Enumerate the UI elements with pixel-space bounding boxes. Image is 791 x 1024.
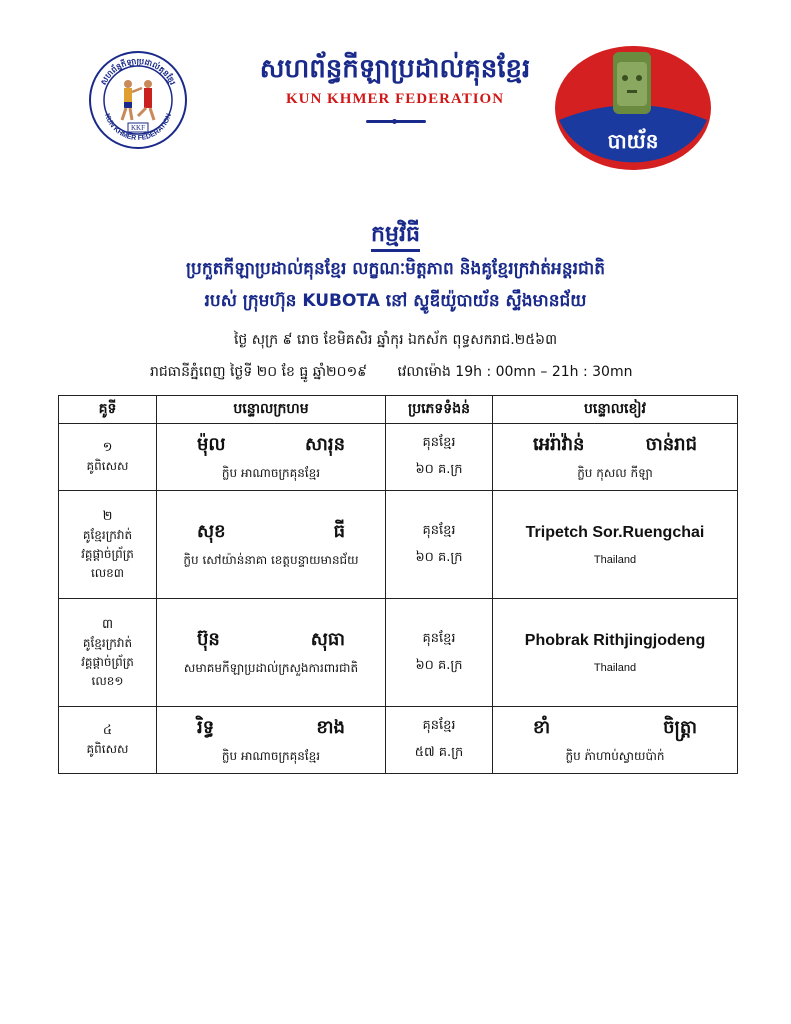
red-corner-cell — [157, 707, 386, 774]
col-header-red-corner: បន្ទោលក្រហម — [157, 396, 386, 424]
red-corner-cell — [157, 599, 386, 707]
bout-category: គូពិសេស — [86, 742, 129, 756]
table-row — [59, 491, 738, 599]
bout-category: វគ្គផ្តាច់ព្រ័ត្រ — [81, 546, 134, 561]
red-club: ក្លិប សៅយ៉ាន់នាគា ខេត្តបន្ទាយមានជ័យ — [183, 553, 359, 567]
red-fighter-name — [157, 715, 385, 742]
weight-cell — [386, 424, 493, 491]
bout-number-cell — [59, 707, 157, 774]
table-row — [59, 707, 738, 774]
red-last-name: សុធា — [310, 629, 345, 650]
col-header-weight: ប្រភេទទំងន់ — [386, 396, 493, 424]
weight-value: ៦០ គ.ក្រ — [415, 462, 463, 477]
bout-number-cell — [59, 491, 157, 599]
bout-number: ៤ — [102, 723, 113, 738]
table-header-row — [59, 396, 738, 424]
red-fighter-name — [157, 627, 385, 654]
bayon-logo — [553, 40, 718, 177]
bout-number: ១ — [102, 440, 113, 455]
weight-type: គុនខ្មែរ — [422, 522, 456, 538]
bout-category: លេខ១ — [91, 673, 124, 688]
bout-number-cell — [59, 599, 157, 707]
blue-club: ក្លិប កុសល កីឡា — [577, 465, 653, 480]
red-last-name: សារុន — [305, 433, 345, 455]
red-club: ក្លិប អាណាចក្រគុនខ្មែរ — [221, 465, 321, 480]
weight-cell — [386, 599, 493, 707]
venue-date-line — [150, 362, 670, 383]
table-row — [59, 424, 738, 491]
federation-name-kh: សហព័ន្ធកីឡាប្រដាល់គុនខ្មែរ — [259, 54, 531, 84]
federation-logo — [88, 50, 188, 150]
bout-category: គូពិសេស — [86, 459, 129, 473]
event-title-line1: ប្រកួតកីឡាប្រដាល់គុនខ្មែរ លក្ខណៈមិត្តភាព និងគូខ្មែរក្រវាត់អន្តរជាតិ — [185, 259, 606, 279]
logo-badge: KKF — [130, 124, 146, 132]
red-first-name: ម៉ុល — [197, 433, 226, 455]
blue-fighter-name: Tripetch Sor.Ruengchai — [525, 523, 705, 541]
logo-bottom-text: KUN KHMER FEDERATION — [103, 112, 173, 143]
weight-cell — [386, 491, 493, 599]
header-divider — [366, 120, 426, 123]
bout-number-cell — [59, 424, 157, 491]
blue-corner-cell — [493, 599, 738, 707]
red-first-name: ប៊ុន — [197, 629, 220, 650]
blue-first-name: អេរ៉ាវ៉ាន់ — [533, 433, 585, 455]
red-corner-cell — [157, 424, 386, 491]
blue-club: ក្លិប ភ៉ាហាប់ស្វាយប៉ាក់ — [565, 748, 665, 763]
program-title: កម្មវិធី — [0, 220, 791, 252]
blue-last-name: ចិត្រ្តា — [663, 716, 697, 738]
red-club: ក្លិប អាណាចក្រគុនខ្មែរ — [221, 748, 321, 763]
logo-text: បាយ័ន — [607, 129, 659, 153]
bout-category: គូខ្មែរក្រវាត់ — [82, 635, 133, 650]
col-header-blue-corner: បន្ទោលខៀវ — [493, 396, 738, 424]
blue-country: Thailand — [593, 661, 637, 674]
bayon-temple-logo-icon — [553, 40, 718, 177]
red-fighter-name — [157, 432, 385, 459]
weight-cell — [386, 707, 493, 774]
bout-number: ២ — [102, 508, 113, 524]
event-title-line2: របស់ ក្រុមហ៊ុន KUBOTA នៅ ស្ទូឌីយ៉ូបាយ័ន ស្ទឹងមានជ័យ — [204, 291, 587, 311]
blue-fighter-name — [493, 432, 737, 459]
bout-category: គូខ្មែរក្រវាត់ — [82, 527, 133, 542]
weight-type: គុនខ្មែរ — [422, 435, 456, 450]
kickboxers-emblem-icon — [88, 50, 188, 150]
federation-name-en: KUN KHMER FEDERATION — [285, 91, 505, 107]
blue-last-name: ចាន់រាជ — [645, 433, 697, 455]
weight-value: ៥៧ គ.ក្រ — [414, 745, 464, 760]
col-header-number: គូទី — [59, 396, 157, 424]
blue-corner-cell — [493, 491, 738, 599]
red-last-name: ខាង — [316, 716, 345, 738]
weight-value: ៦០ គ.ក្រ — [415, 657, 463, 673]
lunar-date: ថ្ងៃ សុក្រ ៩ រោច ខែមិគសិរ ឆ្នាំកុរ ឯកស័ក ពុទ្ធសករាជ.២៥៦៣ — [233, 332, 558, 348]
red-last-name: ធី — [333, 521, 345, 542]
bout-number: ៣ — [101, 616, 114, 632]
blue-corner-cell — [493, 424, 738, 491]
blue-fighter-name — [493, 715, 737, 742]
red-first-name: សុខ — [197, 521, 226, 542]
table-row — [59, 599, 738, 707]
bout-category: លេខ៣ — [90, 565, 125, 580]
logo-ring-text: សហព័ន្ធកីឡាប្រដាល់គុនខ្មែរ — [98, 56, 178, 87]
blue-corner-cell — [493, 707, 738, 774]
weight-value: ៦០ គ.ក្រ — [415, 549, 463, 565]
red-corner-cell — [157, 491, 386, 599]
event-time: វេលាម៉ោង 19h : 00mn – 21h : 30mn — [397, 364, 633, 380]
blue-country: Thailand — [593, 553, 637, 566]
blue-first-name: ខាំ — [533, 716, 551, 738]
bout-category: វគ្គផ្តាច់ព្រ័ត្រ — [81, 654, 134, 669]
weight-type: គុនខ្មែរ — [422, 630, 456, 646]
red-first-name: រិទ្ធ — [197, 716, 215, 738]
weight-type: គុនខ្មែរ — [422, 718, 456, 733]
red-club: សមាគមកីឡាប្រដាល់ក្រសួងការពារជាតិ — [183, 661, 359, 675]
red-fighter-name — [157, 519, 385, 546]
bouts-table — [58, 395, 738, 774]
venue-date: រាជធានីភ្នំពេញ ថ្ងៃទី ២០ ខែ ធ្នូ ឆ្នាំ២០១៩ — [150, 364, 368, 380]
blue-fighter-name: Phobrak Rithjingjodeng — [524, 631, 706, 649]
